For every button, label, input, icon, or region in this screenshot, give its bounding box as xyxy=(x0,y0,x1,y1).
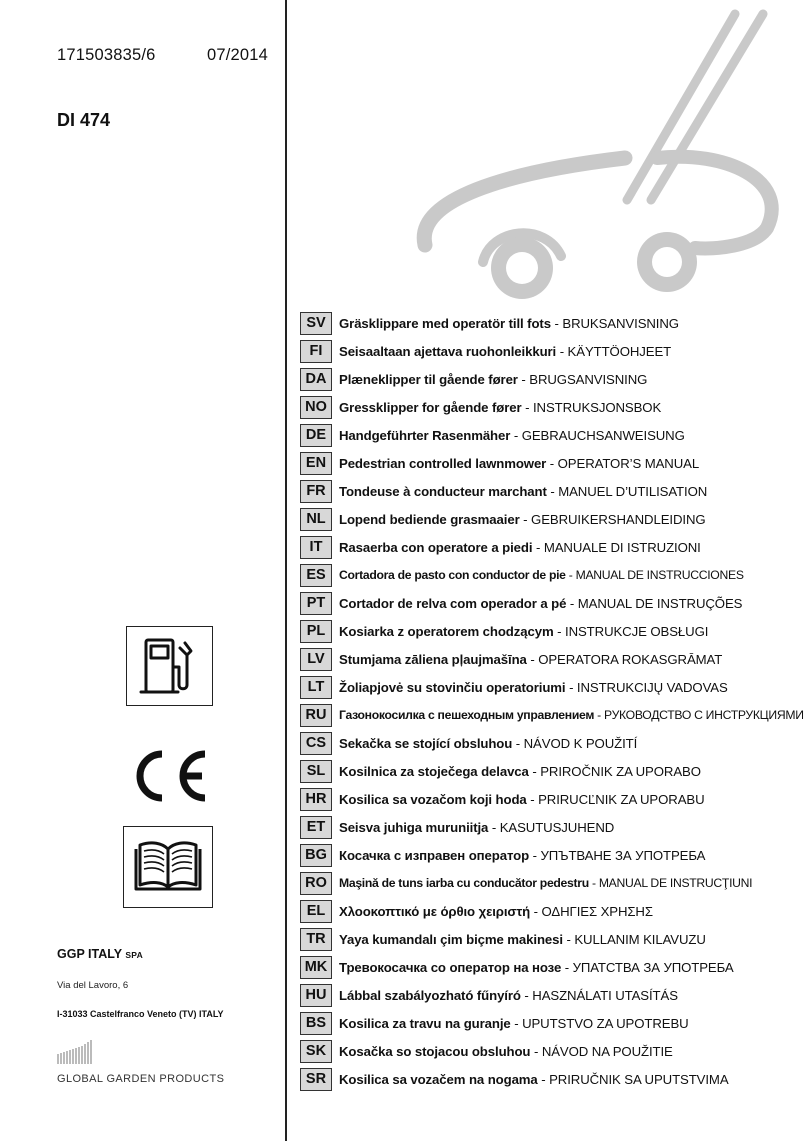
language-description: Kosačka so stojacou obsluhou - NÁVOD NA POUŽITIE xyxy=(339,1043,673,1059)
language-title: Seisaaltaan ajettava ruohonleikkuri xyxy=(339,343,557,359)
language-row-pt xyxy=(300,589,800,617)
language-row-es xyxy=(300,561,800,589)
language-row-mk xyxy=(300,953,800,981)
language-description: Kosilica za travu na guranje - UPUTSTVO ZA UPOTREBU xyxy=(339,1015,689,1031)
language-title: Lábbal szabályozható fűnyíró xyxy=(339,987,521,1003)
language-row-sr xyxy=(300,1065,800,1093)
language-title: Gräsklippare med operatör till fots xyxy=(339,315,551,331)
language-code: LT xyxy=(300,676,332,699)
language-title: Kosilica za travu na guranje xyxy=(339,1015,511,1031)
language-title: Χλοοκοπτικό με όρθιο χειριστή xyxy=(339,903,531,919)
language-row-tr xyxy=(300,925,800,953)
language-code: DE xyxy=(300,424,332,447)
model-name: DI 474 xyxy=(57,110,111,130)
language-subtitle: PRIRUCĽNIK ZA UPORABU xyxy=(538,791,705,807)
language-title: Cortador de relva com operador a pé xyxy=(339,595,567,611)
read-manual-icon-box xyxy=(123,826,213,908)
language-subtitle: РУКОВОДСТВО С ИНСТРУКЦИЯМИ xyxy=(604,708,804,722)
language-description: Kosilnica za stoječega delavca - PRIROČNIK ZA UPORABO xyxy=(339,763,701,779)
company-suffix: SPA xyxy=(125,950,144,960)
language-description: Gräsklippare med operatör till fots - BRUKSANVISNING xyxy=(339,315,679,331)
vertical-divider xyxy=(285,0,287,1141)
language-title: Косачка с изправен оператор xyxy=(339,847,530,863)
language-row-lt xyxy=(300,673,800,701)
language-subtitle: OPERATORA ROKASGRĀMAT xyxy=(538,651,723,667)
language-code: ES xyxy=(300,564,332,587)
language-description: Χλοοκοπτικό με όρθιο χειριστή - ΟΔΗΓΙΕΣ ΧΡΗΣΗΣ xyxy=(339,903,653,919)
language-title: Тревокосачка со оператор на нозе xyxy=(339,959,562,975)
language-row-lv xyxy=(300,645,800,673)
language-list xyxy=(300,309,804,1093)
language-title: Lopend bediende grasmaaier xyxy=(339,511,520,527)
language-description: Cortador de relva com operador a pé - MANUAL DE INSTRUÇÕES xyxy=(339,595,743,611)
language-code: PL xyxy=(300,620,332,643)
language-code: BS xyxy=(300,1012,332,1035)
language-code: RU xyxy=(300,704,332,727)
language-row-it xyxy=(300,533,800,561)
language-description: Handgeführter Rasenmäher - GEBRAUCHSANWEISUNG xyxy=(339,427,685,443)
language-code: EN xyxy=(300,452,332,475)
language-subtitle: OPERATOR’S MANUAL xyxy=(557,455,700,471)
language-code: ET xyxy=(300,816,332,839)
language-subtitle: MANUAL DE INSTRUCŢIUNI xyxy=(598,876,753,890)
language-code: HR xyxy=(300,788,332,811)
language-description: Kosilica sa vozačem na nogama - PRIRUČNIK SA UPUTSTVIMA xyxy=(339,1071,729,1087)
language-subtitle: MANUEL D’UTILISATION xyxy=(558,483,708,499)
language-row-sv xyxy=(300,309,800,337)
language-title: Kosilnica za stoječega delavca xyxy=(339,763,529,779)
language-subtitle: УПАТСТВА ЗА УПОТРЕБА xyxy=(572,959,734,975)
language-subtitle: PRIRUČNIK SA UPUTSTVIMA xyxy=(549,1071,729,1087)
language-title: Tondeuse à conducteur marchant xyxy=(339,483,547,499)
lawnmower-silhouette-icon xyxy=(395,0,790,300)
language-title: Handgeführter Rasenmäher xyxy=(339,427,511,443)
company-city: I-31033 Castelfranco Veneto (TV) ITALY xyxy=(57,1009,224,1019)
language-row-sk xyxy=(300,1037,800,1065)
language-description: Lábbal szabályozható fűnyíró - HASZNÁLATI UTASÍTÁS xyxy=(339,987,678,1003)
language-row-fi xyxy=(300,337,800,365)
language-description: Maşină de tuns iarba cu conducător pedestru - MANUAL DE INSTRUCŢIUNI xyxy=(339,876,753,890)
brand-name: GLOBAL GARDEN PRODUCTS xyxy=(57,1073,225,1085)
language-title: Sekačka se stojící obsluhou xyxy=(339,735,513,751)
document-date: 07/2014 xyxy=(207,46,269,64)
language-code: PT xyxy=(300,592,332,615)
language-row-en xyxy=(300,449,800,477)
language-subtitle: PRIROČNIK ZA UPORABO xyxy=(540,763,701,779)
language-description: Косачка с изправен оператор - УПЪТВАНЕ ЗА УПОТРЕБА xyxy=(339,847,706,863)
language-title: Kosiarka z operatorem chodzącym xyxy=(339,623,554,639)
language-subtitle: NÁVOD K POUŽITÍ xyxy=(523,735,638,751)
language-description: Sekačka se stojící obsluhou - NÁVOD K POUŽITÍ xyxy=(339,735,638,751)
language-row-da xyxy=(300,365,800,393)
language-row-el xyxy=(300,897,800,925)
language-subtitle: УПЪТВАНЕ ЗА УПОТРЕБА xyxy=(540,847,706,863)
language-code: NO xyxy=(300,396,332,419)
language-description: Газонокосилка с пешеходным управлением - РУКОВОДСТВО С ИНСТРУКЦИЯМИ xyxy=(339,708,804,722)
language-row-cs xyxy=(300,729,800,757)
language-title: Pedestrian controlled lawnmower xyxy=(339,455,547,471)
language-row-pl xyxy=(300,617,800,645)
language-subtitle: HASZNÁLATI UTASÍTÁS xyxy=(532,987,678,1003)
language-code: CS xyxy=(300,732,332,755)
language-title: Rasaerba con operatore a piedi xyxy=(339,539,533,555)
language-row-no xyxy=(300,393,800,421)
language-code: IT xyxy=(300,536,332,559)
language-title: Stumjama zāliena pļaujmašīna xyxy=(339,651,527,667)
language-title: Seisva juhiga muruniitja xyxy=(339,819,489,835)
language-title: Cortadora de pasto con conductor de pie xyxy=(339,568,566,582)
language-subtitle: MANUALE DI ISTRUZIONI xyxy=(543,539,701,555)
language-code: LV xyxy=(300,648,332,671)
language-code: SK xyxy=(300,1040,332,1063)
language-title: Kosilica sa vozačom koji hoda xyxy=(339,791,527,807)
language-description: Žoliapjovė su stovinčiu operatoriumi - INSTRUKCIJŲ VADOVAS xyxy=(339,679,728,695)
language-code: EL xyxy=(300,900,332,923)
language-description: Rasaerba con operatore a piedi - MANUALE DI ISTRUZIONI xyxy=(339,539,701,555)
language-title: Žoliapjovė su stovinčiu operatoriumi xyxy=(339,679,566,695)
language-subtitle: UPUTSTVO ZA UPOTREBU xyxy=(522,1015,689,1031)
language-row-ro xyxy=(300,869,800,897)
language-row-ru xyxy=(300,701,804,729)
language-description: Seisva juhiga muruniitja - KASUTUSJUHEND xyxy=(339,819,615,835)
language-row-hu xyxy=(300,981,800,1009)
language-row-sl xyxy=(300,757,800,785)
language-description: Stumjama zāliena pļaujmašīna - OPERATORA ROKASGRĀMAT xyxy=(339,651,723,667)
language-code: SV xyxy=(300,312,332,335)
language-subtitle: MANUAL DE INSTRUCCIONES xyxy=(575,568,744,582)
language-code: MK xyxy=(300,956,332,979)
document-code: 171503835/6 xyxy=(57,46,156,64)
language-subtitle: KÄYTTÖOHJEET xyxy=(567,343,672,359)
language-description: Тревокосачка со оператор на нозе - УПАТСТВА ЗА УПОТРЕБА xyxy=(339,959,734,975)
language-code: SR xyxy=(300,1068,332,1091)
language-description: Seisaaltaan ajettava ruohonleikkuri - KÄYTTÖOHJEET xyxy=(339,343,672,359)
language-title: Yaya kumandalı çim biçme makinesi xyxy=(339,931,563,947)
language-row-nl xyxy=(300,505,800,533)
language-row-hr xyxy=(300,785,800,813)
open-book-icon xyxy=(124,827,212,907)
language-subtitle: NÁVOD NA POUŽITIE xyxy=(541,1043,673,1059)
language-title: Plæneklipper til gående fører xyxy=(339,371,518,387)
language-subtitle: MANUAL DE INSTRUÇÕES xyxy=(577,595,743,611)
language-subtitle: INSTRUKCJE OBSŁUGI xyxy=(565,623,709,639)
language-title: Kosačka so stojacou obsluhou xyxy=(339,1043,531,1059)
language-subtitle: INSTRUKSJONSBOK xyxy=(532,399,662,415)
language-description: Cortadora de pasto con conductor de pie - MANUAL DE INSTRUCCIONES xyxy=(339,568,744,582)
language-code: TR xyxy=(300,928,332,951)
fuel-pump-icon xyxy=(127,627,212,705)
language-description: Plæneklipper til gående fører - BRUGSANVISNING xyxy=(339,371,648,387)
company-name: GGP ITALY SPA xyxy=(57,947,144,961)
language-code: NL xyxy=(300,508,332,531)
language-title: Kosilica sa vozačem na nogama xyxy=(339,1071,538,1087)
language-subtitle: KULLANIM KILAVUZU xyxy=(574,931,706,947)
language-code: SL xyxy=(300,760,332,783)
language-description: Gressklipper for gående fører - INSTRUKSJONSBOK xyxy=(339,399,662,415)
language-title: Газонокосилка с пешеходным управлением xyxy=(339,708,595,722)
language-title: Maşină de tuns iarba cu conducător pedestru xyxy=(339,876,589,890)
language-code: FI xyxy=(300,340,332,363)
language-subtitle: GEBRUIKERSHANDLEIDING xyxy=(531,511,706,527)
ce-mark-icon xyxy=(126,746,210,806)
language-subtitle: ΟΔΗΓΙΕΣ ΧΡΗΣΗΣ xyxy=(541,903,653,919)
language-code: DA xyxy=(300,368,332,391)
language-row-bg xyxy=(300,841,800,869)
language-code: HU xyxy=(300,984,332,1007)
language-description: Kosiarka z operatorem chodzącym - INSTRUKCJE OBSŁUGI xyxy=(339,623,709,639)
language-description: Tondeuse à conducteur marchant - MANUEL D’UTILISATION xyxy=(339,483,708,499)
language-subtitle: BRUGSANVISNING xyxy=(529,371,648,387)
language-subtitle: GEBRAUCHSANWEISUNG xyxy=(521,427,685,443)
language-description: Yaya kumandalı çim biçme makinesi - KULLANIM KILAVUZU xyxy=(339,931,706,947)
language-title: Gressklipper for gående fører xyxy=(339,399,522,415)
language-subtitle: BRUKSANVISNING xyxy=(562,315,679,331)
language-description: Pedestrian controlled lawnmower - OPERATOR’S MANUAL xyxy=(339,455,700,471)
language-subtitle: KASUTUSJUHEND xyxy=(499,819,615,835)
fuel-pump-icon-box xyxy=(126,626,213,706)
language-code: FR xyxy=(300,480,332,503)
language-code: RO xyxy=(300,872,332,895)
language-row-et xyxy=(300,813,800,841)
language-row-bs xyxy=(300,1009,800,1037)
language-row-de xyxy=(300,421,800,449)
language-description: Lopend bediende grasmaaier - GEBRUIKERSHANDLEIDING xyxy=(339,511,706,527)
language-subtitle: INSTRUKCIJŲ VADOVAS xyxy=(576,679,728,695)
company-address: Via del Lavoro, 6 xyxy=(57,980,129,991)
ggp-logo-icon xyxy=(57,1040,97,1064)
language-row-fr xyxy=(300,477,800,505)
language-description: Kosilica sa vozačom koji hoda - PRIRUCĽNIK ZA UPORABU xyxy=(339,791,705,807)
language-code: BG xyxy=(300,844,332,867)
